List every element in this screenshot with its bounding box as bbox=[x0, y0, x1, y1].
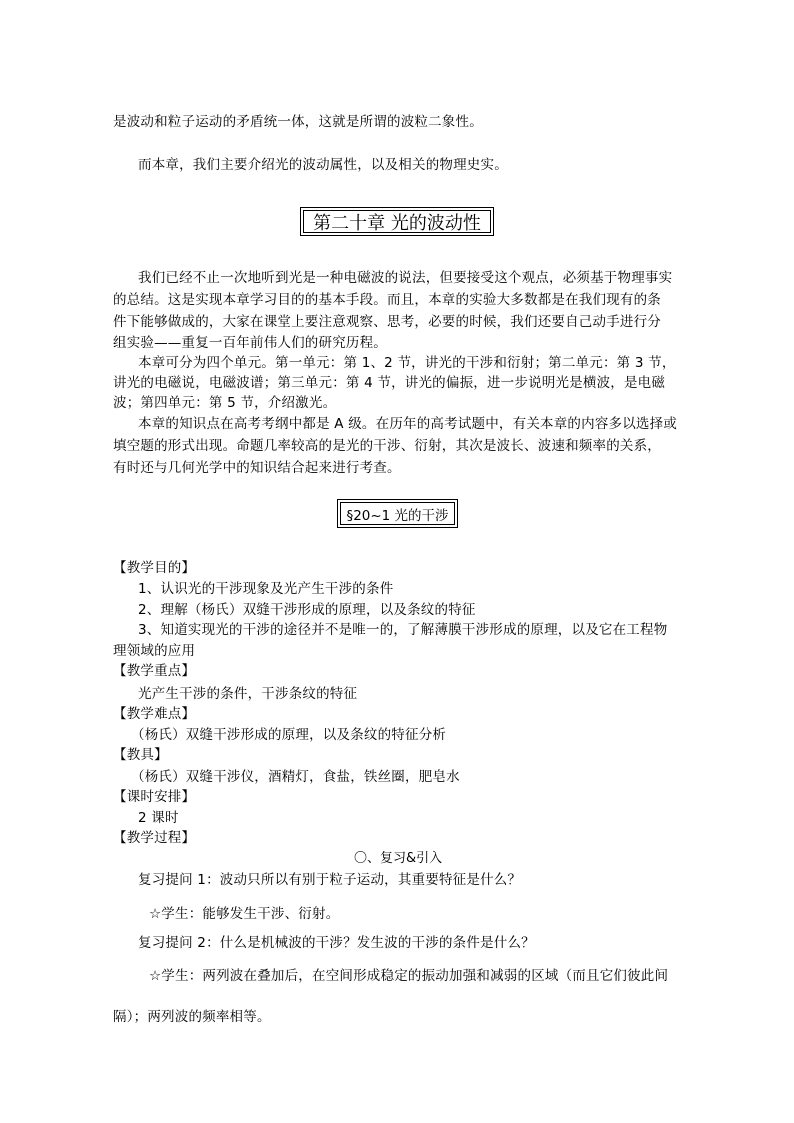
p1-line-3: 件下能够做成的，大家在课堂上要注意观察、思考，必要的时候，我们还要自己动手进行分 bbox=[113, 314, 661, 330]
chapter-title-box bbox=[300, 207, 494, 236]
review-question-1: 复习提问 1：波动只所以有别于粒子运动，其重要特征是什么？ bbox=[138, 872, 522, 888]
schedule-heading: 【课时安排】 bbox=[113, 789, 196, 805]
student-answer-2-line-1: ☆学生：两列波在叠加后，在空间形成稳定的振动加强和减弱的区域（而且它们彼此间 bbox=[149, 968, 669, 984]
p3-line-1: 本章的知识点在高考考纲中都是 A 级。在历年的高考试题中，有关本章的内容多以选择或 bbox=[138, 416, 678, 432]
p1-line-4: 组实验——重复一百年前伟人们的研究历程。 bbox=[113, 335, 387, 351]
p2-line-1: 本章可分为四个单元。第一单元：第 1、2 节，讲光的干涉和衍射；第二单元：第 3 节， bbox=[138, 355, 676, 371]
chapter-title: 第二十章 光的波动性 bbox=[313, 212, 481, 234]
goals-heading: 【教学目的】 bbox=[113, 560, 196, 576]
intro-line-2: 而本章，我们主要介绍光的波动属性，以及相关的物理史实。 bbox=[138, 157, 508, 173]
intro-line-1: 是波动和粒子运动的矛盾统一体，这就是所谓的波粒二象性。 bbox=[113, 114, 483, 130]
schedule-text: 2 课时 bbox=[138, 810, 179, 826]
student-answer-1: ☆学生：能够发生干涉、衍射。 bbox=[149, 906, 340, 922]
difficulties-heading: 【教学难点】 bbox=[113, 706, 196, 722]
student-answer-2-line-2: 隔）；两列波的频率相等。 bbox=[113, 1009, 271, 1025]
goal-item-1: 1、认识光的干涉现象及光产生干涉的条件 bbox=[138, 581, 394, 597]
difficulties-text: （杨氏）双缝干涉形成的原理，以及条纹的特征分析 bbox=[131, 727, 447, 743]
goal-item-3: 3、知道实现光的干涉的途径并不是唯一的，了解薄膜干涉形成的原理，以及它在工程物 bbox=[138, 622, 668, 638]
goal-item-3-cont: 理领域的应用 bbox=[113, 643, 196, 659]
key-points-heading: 【教学重点】 bbox=[113, 663, 196, 679]
process-subheading: 〇、复习&引入 bbox=[354, 851, 443, 866]
p3-line-3: 有时还与几何光学中的知识结合起来进行考查。 bbox=[113, 460, 401, 476]
p2-line-2: 讲光的电磁说，电磁波谱；第三单元：第 4 节，讲光的偏振，进一步说明光是横波，是电磁 bbox=[113, 375, 666, 391]
goal-item-2: 2、理解（杨氏）双缝干涉形成的原理，以及条纹的特征 bbox=[138, 602, 476, 618]
tools-heading: 【教具】 bbox=[113, 747, 168, 763]
p1-line-2: 的总结。这是实现本章学习目的的基本手段。而且，本章的实验大多数都是在我们现有的条 bbox=[113, 292, 661, 308]
process-heading: 【教学过程】 bbox=[113, 830, 196, 846]
section-title-box bbox=[337, 499, 458, 528]
key-points-text: 光产生干涉的条件，干涉条纹的特征 bbox=[138, 686, 358, 702]
p1-line-1: 我们已经不止一次地听到光是一种电磁波的说法，但要接受这个观点，必须基于物理事实 bbox=[138, 270, 673, 286]
p2-line-3: 波；第四单元：第 5 节，介绍激光。 bbox=[113, 395, 337, 411]
tools-text: （杨氏）双缝干涉仪，酒精灯，食盐，铁丝圈，肥皂水 bbox=[131, 769, 460, 785]
p3-line-2: 填空题的形式出现。命题几率较高的是光的干涉、衍射，其次是波长、波速和频率的关系， bbox=[113, 438, 661, 454]
review-question-2: 复习提问 2：什么是机械波的干涉？发生波的干涉的条件是什么？ bbox=[138, 935, 535, 951]
section-title: §20~1 光的干涉 bbox=[346, 507, 449, 524]
